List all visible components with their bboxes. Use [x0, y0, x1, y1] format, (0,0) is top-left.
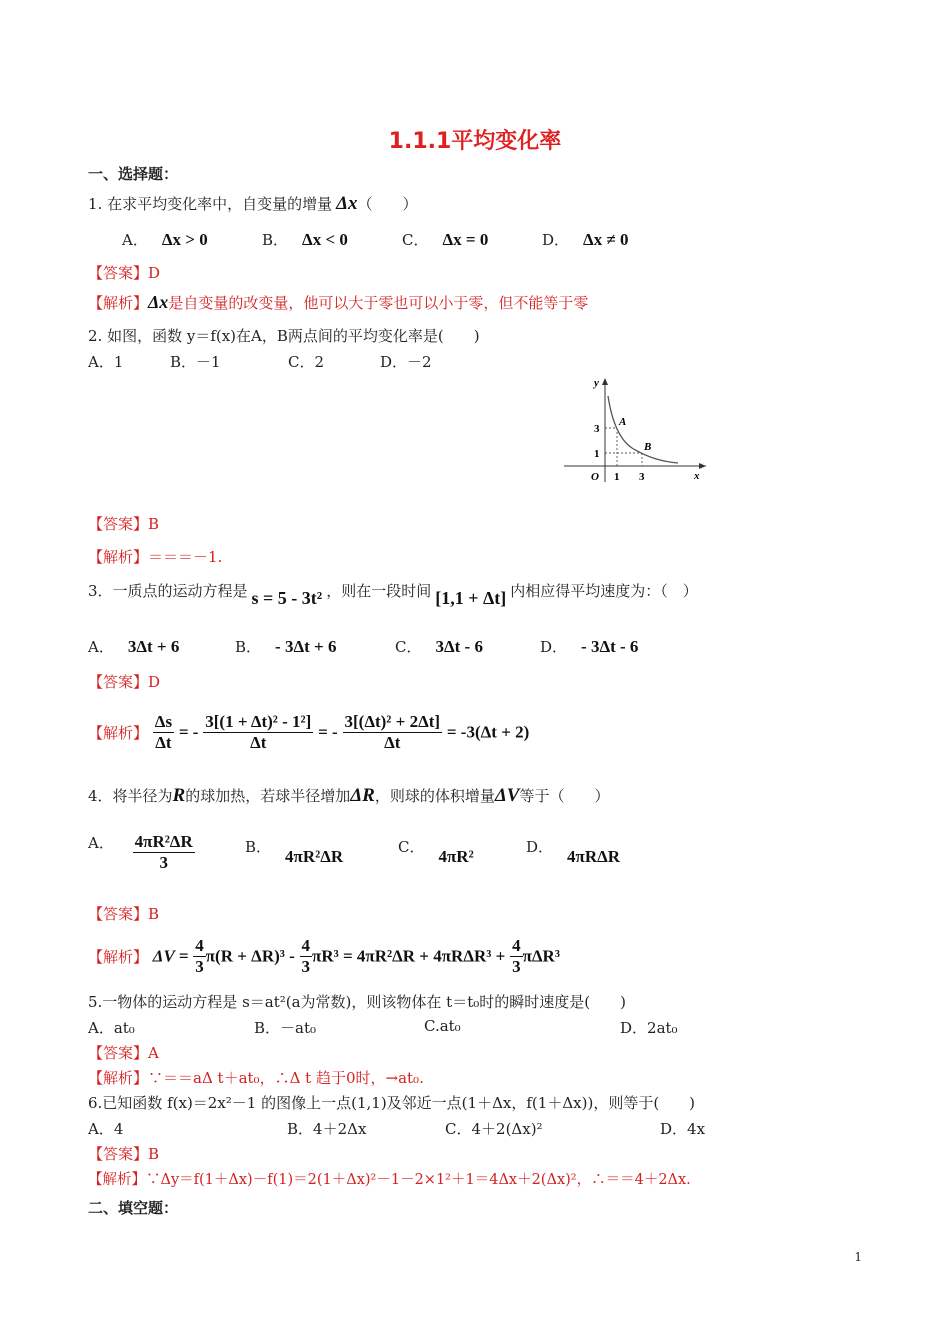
q3-stem: 3．一质点的运动方程是 s = 5 - 3t² ，则在一段时间 [1,1 + Δt] 内相应得平均速度为：（ ）	[88, 582, 698, 608]
q1-analysis: 【解析】Δx是自变量的改变量，他可以大于零也可以小于零，但不能等于零	[88, 292, 589, 312]
q3-option-d: D． - 3Δt - 6	[540, 637, 639, 656]
q1-option-b: B． Δx < 0	[262, 230, 348, 249]
q4-stem: 4．将半径为R的球加热，若球半径增加ΔR，则球的体积增量ΔV等于（ ）	[88, 785, 610, 806]
q1-option-a: A． Δx > 0	[122, 230, 208, 249]
graph-label-origin: O	[591, 471, 599, 483]
page-title: 1.1.1平均变化率	[388, 129, 562, 154]
q1-option-c: C． Δx = 0	[402, 230, 489, 249]
q6-option-a: A．4	[88, 1120, 124, 1138]
q4-option-b: B． 4πR²ΔR	[245, 838, 344, 866]
q2-analysis: 【解析】＝＝＝－1.	[88, 548, 223, 566]
q4-coef-2: $\frac{4}{3}$	[301, 936, 311, 976]
q5-option-d: D．2at₀	[620, 1019, 678, 1037]
graph-tick-y3: 3	[594, 423, 600, 435]
q6-option-c: C．4＋2(Δx)²	[445, 1120, 543, 1138]
q4-coef-3: $\frac{4}{3}$	[512, 936, 521, 976]
q5-stem: 5.一物体的运动方程是 s＝at²(a为常数)，则该物体在 t＝t₀时的瞬时速度是( )	[88, 993, 626, 1011]
graph-point-b: B	[644, 441, 652, 453]
q2-answer: 【答案】B	[88, 515, 160, 533]
q4-option-a-frac: $\frac{\text{4πR²ΔR}}{3}$	[134, 832, 193, 872]
q3-option-a: A． 3Δt + 6	[88, 637, 180, 656]
q4-coef-1: $\frac{4}{3}$	[195, 936, 204, 976]
q4-option-a: A． $\frac{\text{4πR²ΔR}}{3}$	[88, 832, 193, 872]
q6-stem: 6.已知函数 f(x)＝2x²－1 的图像上一点(1,1)及邻近一点(1＋Δx，f(1＋Δx))，则等于( )	[88, 1094, 696, 1112]
q5-option-a: A．at₀	[88, 1019, 135, 1037]
q3-frac-3: $\frac{\text{3[(Δt)² + 2Δt]}}{\Delta t}$	[344, 712, 441, 752]
q3-analysis: 【解析】 $\frac{\Delta s}{\Delta t}$ = - $\frac{\text{3[(1 + Δt)² - 1²]}}{\Delta t}$ = - $\frac{\text{3[(Δt)² + 2Δt]}}{\Delta t}$ = -3(Δt + 2)	[88, 712, 530, 752]
q4-analysis: 【解析】 ΔV = $\frac{4}{3}$ π(R + ΔR)³ - $\frac{4}{3}$ πR³ = 4πR²ΔR + 4πRΔR³ + $\frac{4}{3}$ πΔR³	[88, 936, 560, 976]
q3-option-b: B． - 3Δt + 6	[235, 637, 337, 656]
section-heading-fill: 二、填空题：	[88, 1199, 179, 1217]
q6-analysis: 【解析】∵Δy＝f(1＋Δx)－f(1)＝2(1＋Δx)²－1－2×1²＋1＝4Δx＋2(Δx)²，∴＝＝4＋2Δx.	[88, 1172, 691, 1188]
q3-frac-2: $\frac{\text{3[(1 + Δt)² - 1²]}}{\Delta t}$	[205, 712, 312, 752]
q3-option-c: C． 3Δt - 6	[395, 637, 483, 656]
q2-option-c: C．2	[288, 353, 325, 371]
graph-point-a: A	[619, 416, 627, 428]
q2-option-d: D．－2	[380, 353, 432, 371]
q2-function-graph	[560, 374, 710, 486]
q1-option-d: D． Δx ≠ 0	[542, 230, 629, 249]
q5-option-c: C.at₀	[424, 1017, 461, 1035]
q4-option-d: D． 4πRΔR	[526, 838, 621, 866]
graph-tick-y1: 1	[594, 448, 600, 460]
q5-option-b: B．－at₀	[254, 1019, 317, 1037]
q5-answer: 【答案】A	[88, 1044, 159, 1062]
q1-answer: 【答案】D	[88, 264, 161, 282]
q3-frac-1: $\frac{\Delta s}{\Delta t}$	[154, 712, 173, 752]
graph-tick-x3: 3	[639, 471, 645, 483]
q4-option-c: C． 4πR²	[398, 838, 474, 866]
q6-option-d: D．4x	[660, 1120, 706, 1138]
graph-tick-x1: 1	[614, 471, 620, 483]
q2-stem: 2. 如图，函数 y＝f(x)在A，B两点间的平均变化率是( )	[88, 327, 480, 345]
q3-answer: 【答案】D	[88, 673, 161, 691]
q1-stem: 1. 在求平均变化率中，自变量的增量 Δx（ ）	[88, 193, 418, 214]
q4-answer: 【答案】B	[88, 905, 160, 923]
q6-answer: 【答案】B	[88, 1145, 160, 1163]
q5-analysis: 【解析】∵＝＝aΔ t＋at₀，∴Δ t 趋于0时，→at₀.	[88, 1069, 424, 1087]
graph-label-x: x	[694, 470, 700, 482]
q2-option-b: B．－1	[170, 353, 221, 371]
page-number: 1	[854, 1250, 862, 1264]
section-heading-choice: 一、选择题：	[88, 165, 179, 183]
q6-option-b: B．4＋2Δx	[287, 1120, 367, 1138]
q2-option-a: A．1	[88, 353, 124, 371]
graph-label-y: y	[594, 377, 599, 389]
